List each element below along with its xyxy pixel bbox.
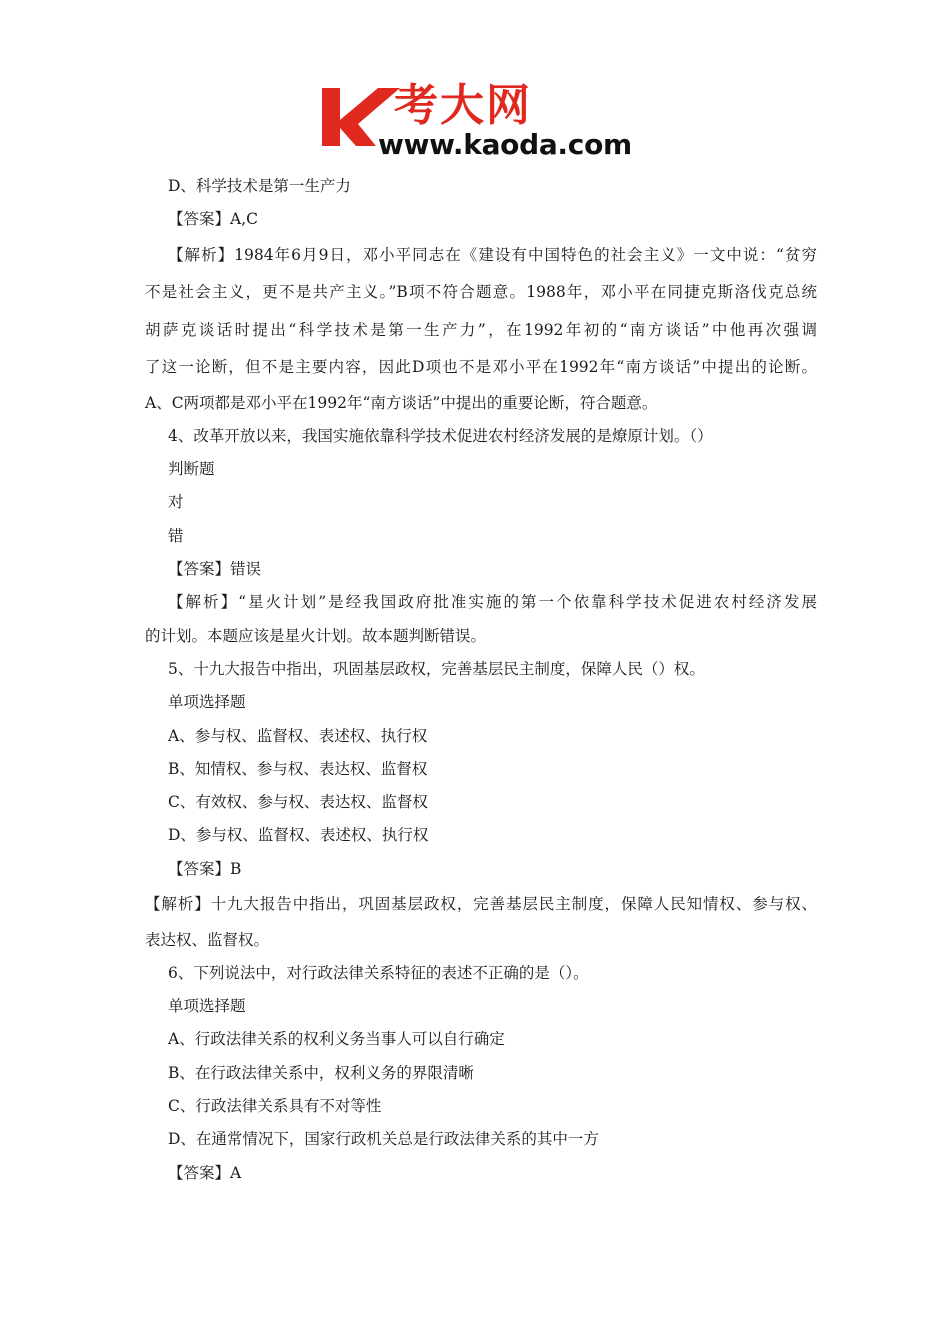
explanation-q4-line2: 的计划。本题应该是星火计划。故本题判断错误。 <box>145 626 487 645</box>
option-d-q5: D、参与权、监督权、表述权、执行权 <box>168 826 429 845</box>
question-5: 5、十九大报告中指出，巩固基层政权，完善基层民主制度，保障人民（）权。 <box>168 659 705 678</box>
answer-q3: 【答案】A,C <box>168 210 258 229</box>
question-6: 6、下列说法中，对行政法律关系特征的表述不正确的是（）。 <box>168 963 589 982</box>
explanation-q3-line3: 胡萨克谈话时提出“科学技术是第一生产力”，在1992年初的“南方谈话”中他再次强调 <box>145 320 817 339</box>
explanation-q3-line4: 了这一论断，但不是主要内容，因此D项也不是邓小平在1992年“南方谈话”中提出的论断。 <box>145 358 817 377</box>
option-d-q6: D、在通常情况下，国家行政机关总是行政法律关系的其中一方 <box>168 1130 599 1149</box>
option-c-q5: C、有效权、参与权、表达权、监督权 <box>168 793 428 812</box>
option-d-q3: D、科学技术是第一生产力 <box>168 177 351 195</box>
explanation-q4-line1: 【解析】“星火计划”是经我国政府批准实施的第一个依靠科学技术促进农村经济发展 <box>168 593 817 612</box>
explanation-q3-line5: A、C两项都是邓小平在1992年“南方谈话”中提出的重要论断，符合题意。 <box>145 393 658 412</box>
question-type-q6: 单项选择题 <box>168 997 246 1016</box>
option-a-q5: A、参与权、监督权、表述权、执行权 <box>168 726 428 745</box>
question-4: 4、改革开放以来，我国实施依靠科学技术促进农村经济发展的是燎原计划。（） <box>168 426 713 445</box>
answer-q5: 【答案】B <box>168 859 242 878</box>
explanation-q5-line2: 表达权、监督权。 <box>145 930 270 949</box>
logo-chinese-name: 考大网 <box>394 80 532 131</box>
option-false-q4: 错 <box>168 526 184 545</box>
option-b-q5: B、知情权、参与权、表达权、监督权 <box>168 759 428 778</box>
option-c-q6: C、行政法律关系具有不对等性 <box>168 1097 382 1116</box>
question-type-q5: 单项选择题 <box>168 693 246 712</box>
option-b-q6: B、在行政法律关系中，权利义务的界限清晰 <box>168 1063 474 1082</box>
kaoda-logo <box>318 80 648 160</box>
logo-url: www.kaoda.com <box>378 128 632 161</box>
question-type-q4: 判断题 <box>168 460 215 479</box>
explanation-q3-line2: 不是社会主义，更不是共产主义。”B项不符合题意。1988年，邓小平在同捷克斯洛伐克总统 <box>145 283 817 302</box>
document-body <box>145 170 817 1190</box>
option-a-q6: A、行政法律关系的权利义务当事人可以自行确定 <box>168 1030 505 1049</box>
answer-q6: 【答案】A <box>168 1163 242 1182</box>
option-true-q4: 对 <box>168 493 184 512</box>
explanation-q5-line1: 【解析】十九大报告中指出，巩固基层政权，完善基层民主制度，保障人民知情权、参与权、 <box>145 895 817 914</box>
explanation-q3-line1: 【解析】1984年6月9日，邓小平同志在《建设有中国特色的社会主义》一文中说：“贫穷 <box>168 245 817 264</box>
answer-q4: 【答案】错误 <box>168 560 262 579</box>
